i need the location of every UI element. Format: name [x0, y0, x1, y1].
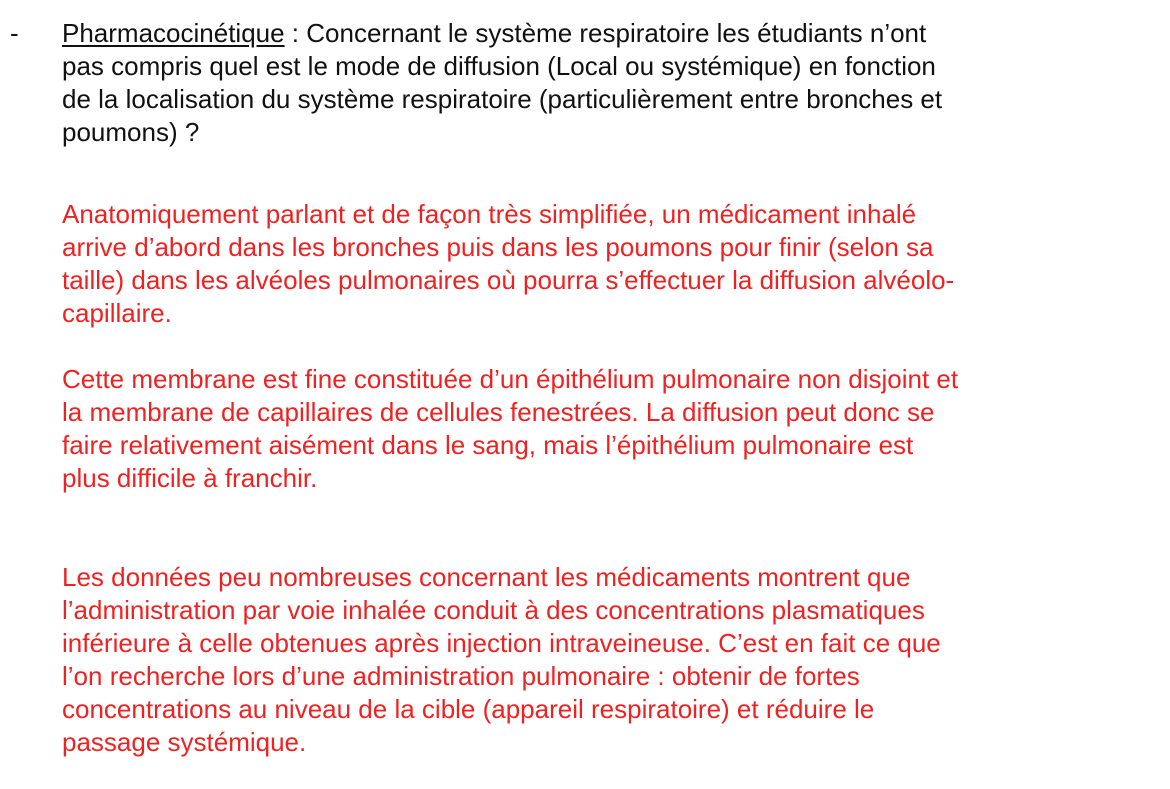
answer-line: faire relativement aisément dans le sang, mais l’épithélium pulmonaire est — [62, 430, 914, 460]
answer-paragraph-anatomy — [62, 198, 1112, 330]
answer-line: passage systémique. — [62, 727, 307, 757]
question-line: : Concernant le système respiratoire les étudiants n’ont — [284, 18, 927, 48]
answer-paragraph-data — [62, 561, 1112, 759]
answer-line: arrive d’abord dans les bronches puis dans les poumons pour finir (selon sa — [62, 232, 934, 262]
answer-line: l’administration par voie inhalée conduit à des concentrations plasmatiques — [62, 595, 925, 625]
answer-line: la membrane de capillaires de cellules fenestrées. La diffusion peut donc se — [62, 397, 935, 427]
question-line: de la localisation du système respiratoire (particulièrement entre bronches et — [62, 84, 943, 114]
section-term: Pharmacocinétique — [62, 18, 285, 48]
answer-line: concentrations au niveau de la cible (appareil respiratoire) et réduire le — [62, 694, 875, 724]
answer-line: Anatomiquement parlant et de façon très simplifiée, un médicament inhalé — [62, 199, 917, 229]
question-paragraph — [62, 17, 1122, 149]
answer-line: Les données peu nombreuses concernant les médicaments montrent que — [62, 562, 911, 592]
question-line: poumons) ? — [62, 117, 200, 147]
answer-line: capillaire. — [62, 298, 172, 328]
answer-line: plus difficile à franchir. — [62, 463, 318, 493]
answer-line: taille) dans les alvéoles pulmonaires où pourra s’effectuer la diffusion alvéolo- — [62, 265, 955, 295]
answer-line: Cette membrane est fine constituée d’un épithélium pulmonaire non disjoint et — [62, 364, 959, 394]
bullet-marker: - — [10, 18, 19, 48]
question-line: pas compris quel est le mode de diffusion (Local ou systémique) en fonction — [62, 51, 936, 81]
answer-line: l’on recherche lors d’une administration pulmonaire : obtenir de fortes — [62, 661, 860, 691]
answer-line: inférieure à celle obtenues après injection intraveineuse. C’est en fait ce que — [62, 628, 941, 658]
answer-paragraph-membrane — [62, 363, 1112, 495]
